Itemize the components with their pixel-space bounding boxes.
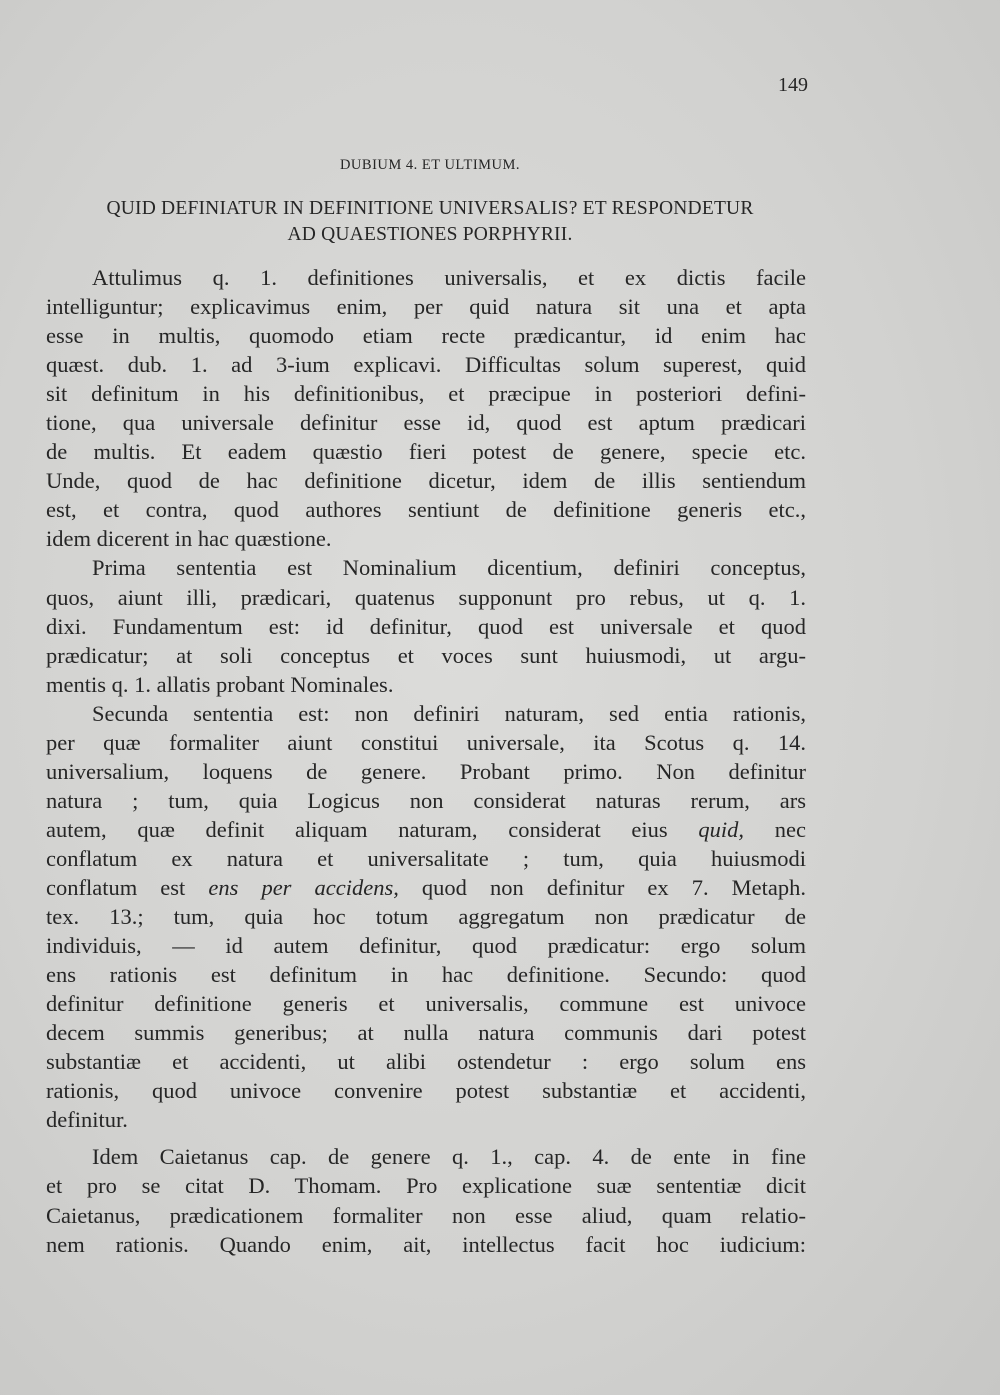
text-line: dixi. Fundamentum est: id definitur, quod est universale et quod	[46, 613, 806, 639]
text-line: individuis, — id autem definitur, quod prædicatur: ergo solum	[46, 933, 806, 959]
title-line: AD QUAESTIONES PORPHYRII.	[287, 224, 573, 245]
text-line: decem summis generibus; at nulla natura communis dari potest	[46, 1020, 806, 1046]
text-line: quos, aiunt illi, prædicari, quatenus supponunt pro rebus, ut q. 1.	[46, 584, 806, 610]
text-line: tex. 13.; tum, quia hoc totum aggregatum non prædicatur de	[46, 904, 806, 930]
text-line: est, et contra, quod authores sentiunt de definitione generis etc.,	[46, 497, 806, 523]
text-line: quæst. dub. 1. ad 3-ium explicavi. Difficultas solum superest, quid	[46, 352, 806, 378]
italic-word: quid,	[698, 816, 745, 842]
text-line: et pro se citat D. Thomam. Pro explicatione suæ sententiæ dicit	[46, 1173, 806, 1199]
text-line: Caietanus, prædicationem formaliter non esse aliud, quam relatio-	[46, 1202, 806, 1228]
text-line: Secunda sententia est: non definiri naturam, sed entia rationis,	[92, 700, 806, 726]
italic-phrase: ens per accidens,	[208, 874, 399, 900]
text-line: Unde, quod de hac definitione dicetur, idem de illis sentiendum	[46, 468, 806, 494]
text-line: rationis, quod univoce convenire potest substantiæ et accidenti,	[46, 1078, 806, 1104]
text-line: substantiæ et accidenti, ut alibi ostendetur : ergo solum ens	[46, 1049, 806, 1075]
text-line: definitur definitione generis et universalis, commune est univoce	[46, 991, 806, 1017]
page-number: 149	[778, 74, 808, 96]
body-text	[46, 263, 806, 1259]
text-segment: quod non definitur ex 7. Metaph.	[398, 874, 807, 900]
text-line: universalium, loquens de genere. Probant primo. Non definitur	[46, 758, 806, 784]
text-line	[46, 873, 806, 902]
text-segment: conflatum est	[46, 874, 209, 900]
title-line: QUID DEFINIATUR IN DEFINITIONE UNIVERSALIS? ET RESPONDETUR	[106, 198, 754, 219]
section-heading: DUBIUM 4. ET ULTIMUM.	[339, 157, 521, 173]
text-line: sit definitum in his definitionibus, et præcipue in posteriori defini-	[46, 381, 806, 407]
text-line: natura ; tum, quia Logicus non considerat naturas rerum, ars	[46, 787, 806, 813]
text-line: prædicatur; at soli conceptus et voces sunt huiusmodi, ut argu-	[46, 642, 806, 668]
text-line: Idem Caietanus cap. de genere q. 1., cap. 4. de ente in fine	[92, 1144, 806, 1170]
text-line: tione, qua universale definitur esse id, quod est aptum prædicari	[46, 410, 806, 436]
text-segment: autem, quæ definit aliquam naturam, considerat eius	[46, 816, 699, 842]
text-line: per quæ formaliter aiunt constitui universale, ita Scotus q. 14.	[46, 729, 806, 755]
text-line: intelliguntur; explicavimus enim, per quid natura sit una et apta	[46, 294, 806, 320]
text-line: de multis. Et eadem quæstio fieri potest de genere, specie etc.	[46, 439, 806, 465]
text-line	[46, 815, 806, 844]
text-line: mentis q. 1. allatis probant Nominales.	[46, 671, 394, 697]
text-line: ens rationis est definitum in hac definitione. Secundo: quod	[46, 962, 806, 988]
text-line: definitur.	[46, 1107, 128, 1133]
text-segment: nec	[744, 816, 806, 842]
text-line: idem dicerent in hac quæstione.	[46, 526, 332, 552]
text-line: nem rationis. Quando enim, ait, intellectus facit hoc iudicium:	[46, 1231, 806, 1257]
section-title	[50, 196, 810, 248]
text-line: Prima sententia est Nominalium dicentium, definiri conceptus,	[92, 555, 806, 581]
text-line: Attulimus q. 1. definitiones universalis, et ex dictis facile	[92, 265, 806, 290]
text-line: esse in multis, quomodo etiam recte prædicantur, id enim hac	[46, 323, 806, 349]
text-line: conflatum ex natura et universalitate ; tum, quia huiusmodi	[46, 845, 806, 871]
